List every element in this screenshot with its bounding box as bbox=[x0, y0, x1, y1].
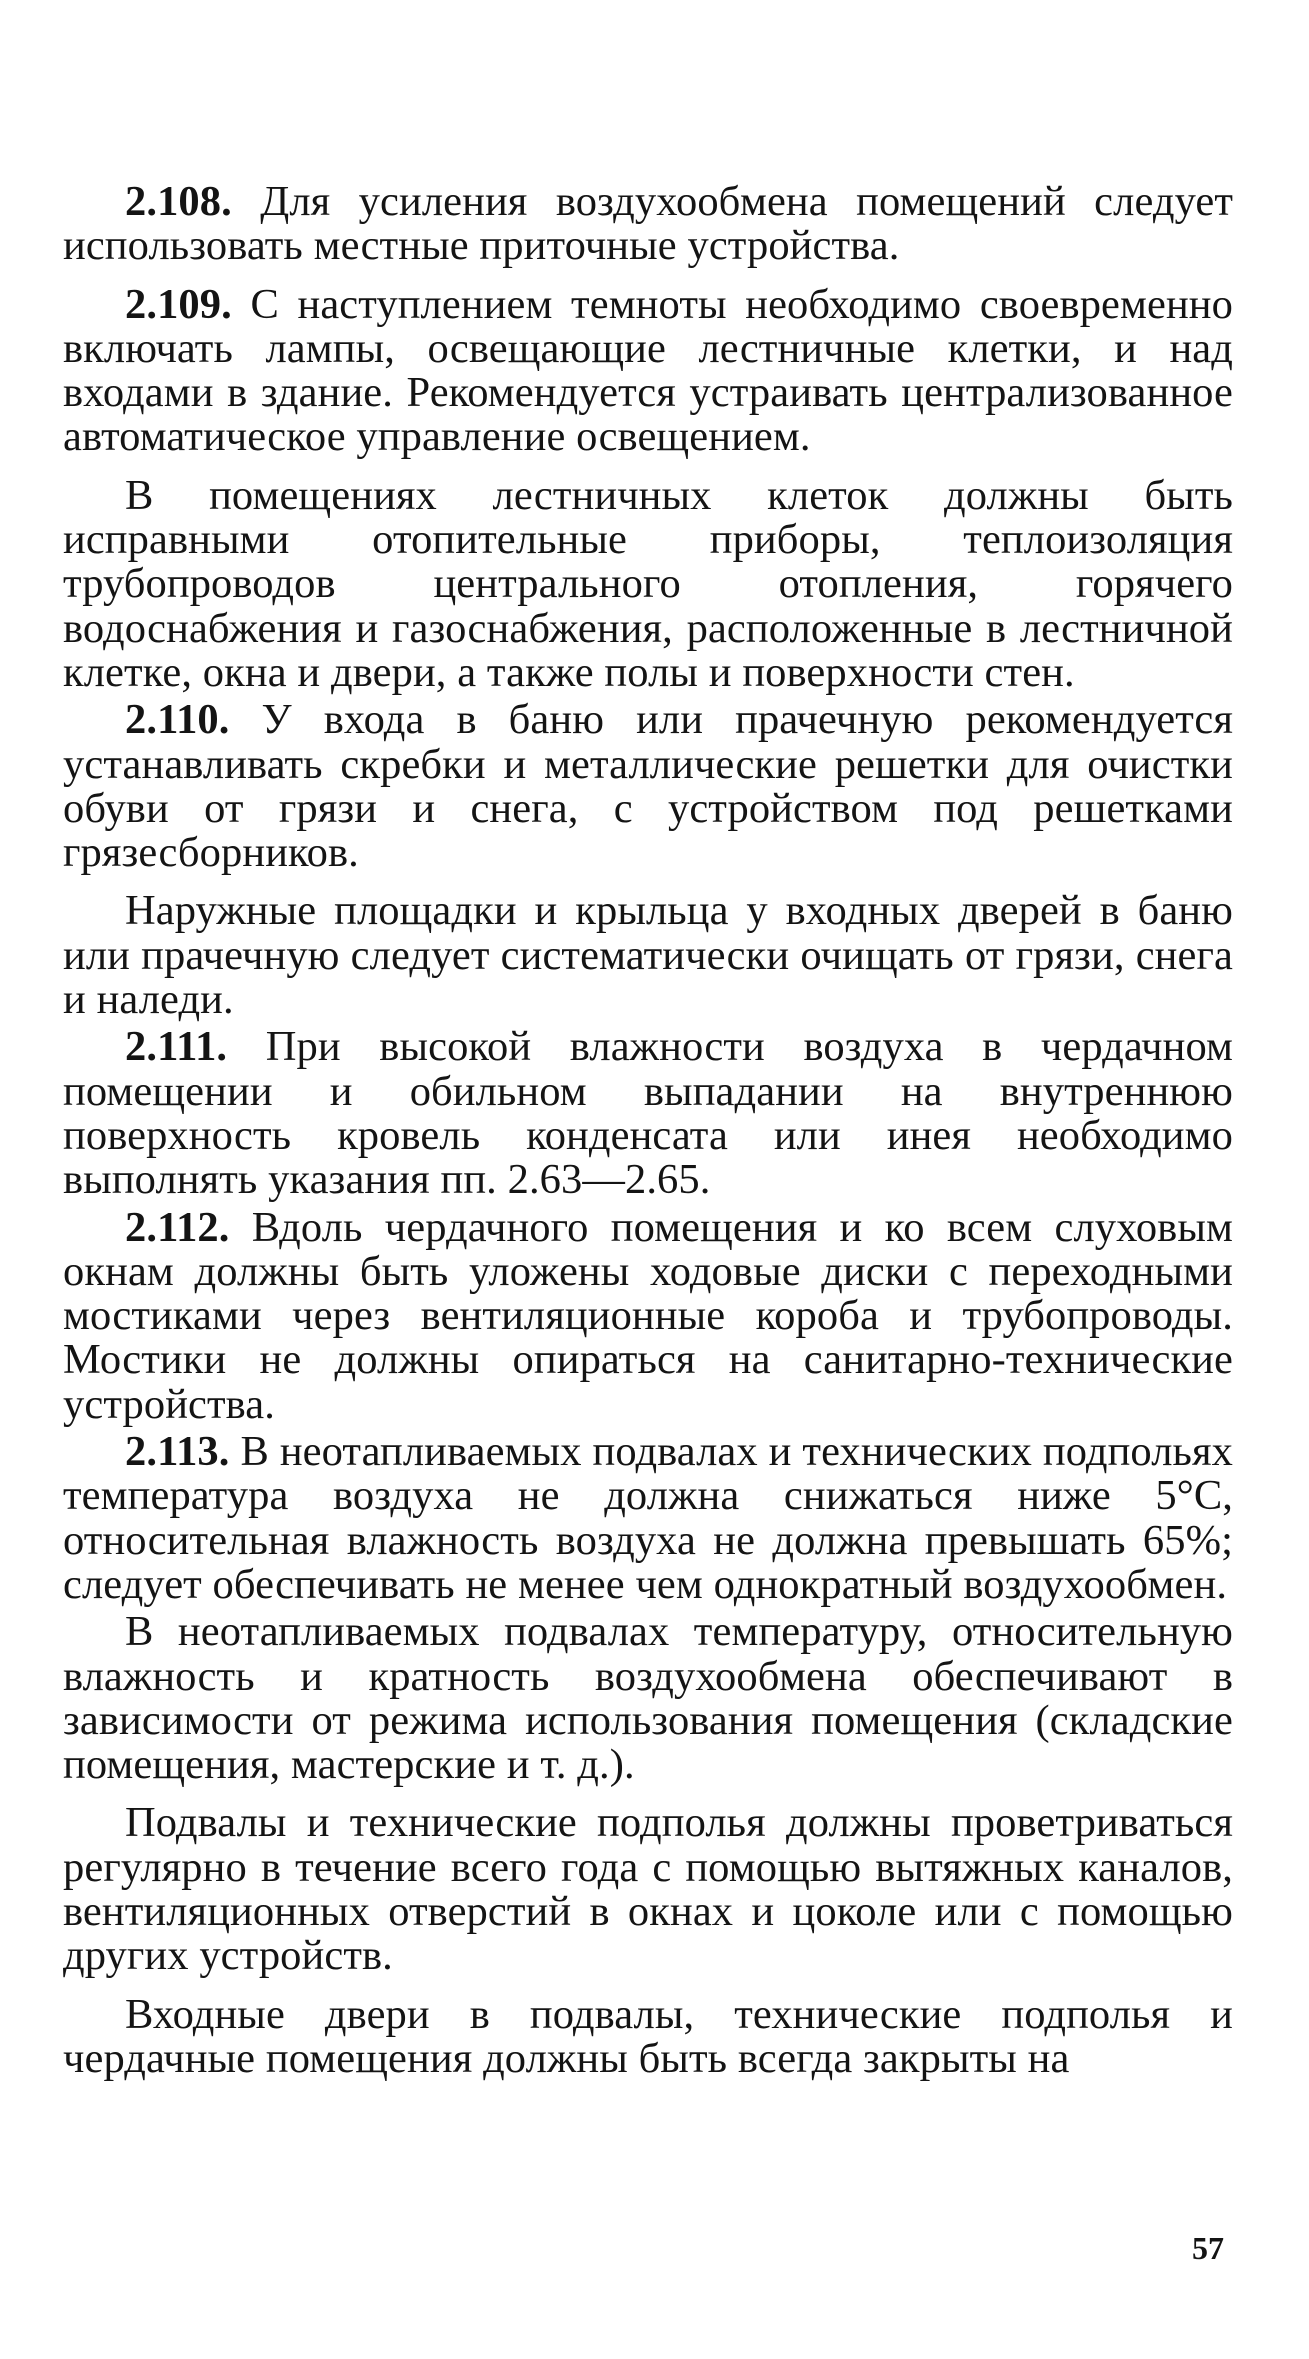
clause-number: 2.110. bbox=[125, 696, 230, 744]
paragraph-2-108 bbox=[63, 180, 1233, 269]
paragraph-entrance-doors bbox=[63, 1990, 1233, 2082]
paragraph-text: В неотапливаемых подвалах температуру, относительную влажность и кратность воздухообмена обеспечивают в зависимости от режима использования помещения (складские помещения, мастерские и т. д.). bbox=[63, 1608, 1233, 1789]
paragraph-ventilation bbox=[63, 1801, 1233, 1978]
paragraph-text: Входные двери в подвалы, технические подполья и чердачные помещения должны быть всегда закрыты на bbox=[63, 1990, 1233, 2082]
paragraph-2-111 bbox=[63, 1025, 1233, 1202]
paragraph-porches bbox=[63, 889, 1233, 1022]
paragraph-text: В помещениях лестничных клеток должны быть исправными отопительные приборы, теплоизоляция трубопроводов центрального отопления, горячего водоснабжения и газоснабжения, расположенные в лестничной клетке, окна и двери, а также полы и поверхности стен. bbox=[63, 471, 1233, 696]
paragraph-text: Вдоль чердачного помещения и ко всем слуховым окнам должны быть уложены ходовые диски с переходными мостиками через вентиляционные короба и трубопроводы. Мостики не должны опираться на санитарно-технические устройства. bbox=[63, 1203, 1233, 1428]
paragraph-2-113 bbox=[63, 1430, 1233, 1607]
clause-number: 2.108. bbox=[125, 178, 232, 225]
paragraph-text: При высокой влажности воздуха в чердачном помещении и обильном выпадании на внутреннюю поверхность кровель конденсата или инея необходимо выполнять указания пп. 2.63—2.65. bbox=[63, 1023, 1233, 1204]
paragraph-text: С наступлением темноты необходимо своевременно включать лампы, освещающие лестничные клетки, и над входами в здание. Рекомендуется устраивать централизованное автоматическое управление освещением. bbox=[63, 280, 1233, 461]
paragraph-text: Наружные площадки и крыльца у входных дверей в баню или прачечную следует систематически очищать от грязи, снега и наледи. bbox=[63, 887, 1233, 1024]
document-page bbox=[63, 180, 1233, 2280]
paragraph-2-109 bbox=[63, 280, 1233, 461]
page-number: 57 bbox=[1192, 2230, 1224, 2266]
clause-number: 2.112. bbox=[125, 1203, 230, 1251]
paragraph-text: В неотапливаемых подвалах и технических подпольях температура воздуха не должна снижаться ниже 5°С, относительная влажность воздуха не должна превышать 65%; следует обеспечивать не менее чем однократный воздухообмен. bbox=[63, 1428, 1233, 1608]
clause-number: 2.111. bbox=[125, 1023, 228, 1071]
paragraph-2-112 bbox=[63, 1203, 1233, 1428]
paragraph-stairwells bbox=[63, 471, 1233, 696]
paragraph-text: У входа в баню или прачечную рекомендуется устанавливать скребки и металлические решетки для очистки обуви от грязи и снега, с устройством под решетками грязесборников. bbox=[63, 696, 1233, 877]
paragraph-text: Для усиления воздухообмена помещений следует использовать местные приточные устройства. bbox=[63, 178, 1233, 270]
clause-number: 2.113. bbox=[125, 1428, 230, 1476]
clause-number: 2.109. bbox=[125, 280, 232, 328]
paragraph-unheated-basements bbox=[63, 1610, 1233, 1787]
paragraph-2-110 bbox=[63, 698, 1233, 875]
paragraph-text: Подвалы и технические подполья должны проветриваться регулярно в течение всего года с помощью вытяжных каналов, вентиляционных отверстий в окнах и цоколе или с помощью других устройств. bbox=[63, 1799, 1233, 1980]
